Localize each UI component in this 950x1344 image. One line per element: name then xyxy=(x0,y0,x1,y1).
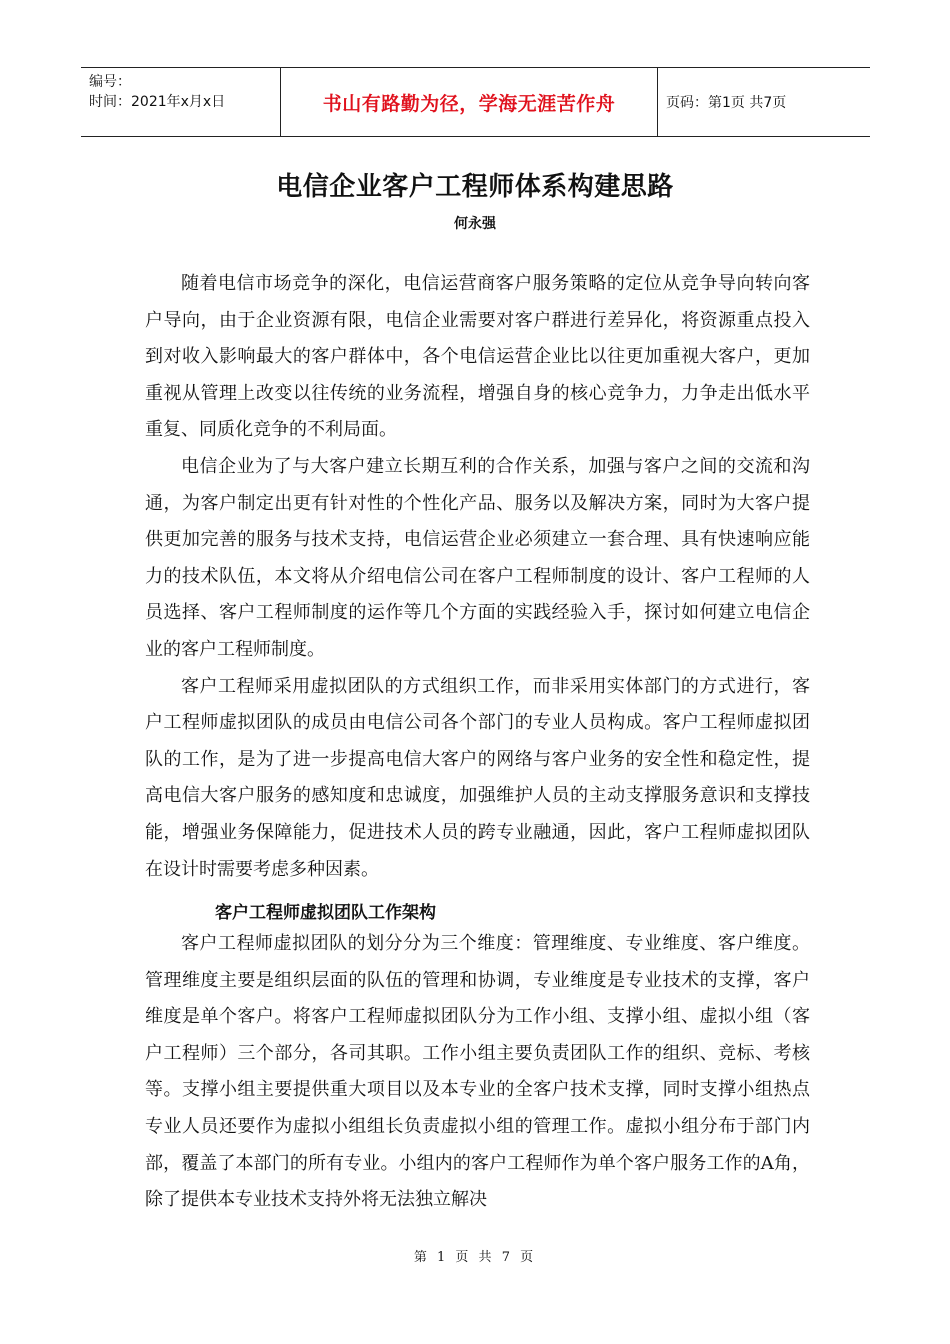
paragraph: 随着电信市场竞争的深化，电信运营商客户服务策略的定位从竞争导向转向客户导向，由于企业资源有限，电信企业需要对客户群进行差异化，将资源重点投入到对收入影响最大的客户群体中，各个电信运营企业比以往更加重视大客户，更加重视从管理上改变以往传统的业务流程，增强自身的核心竞争力，力争走出低水平重复、同质化竞争的不利局面。 xyxy=(145,273,810,441)
motto-text: 书山有路勤为径，学海无涯苦作舟 xyxy=(322,92,616,115)
paragraph: 客户工程师虚拟团队的划分分为三个维度：管理维度、专业维度、客户维度。管理维度主要是组织层面的队伍的管理和协调，专业维度是专业技术的支撑，客户维度是单个客户。将客户工程师虚拟团队分为工作小组、支撑小组、虚拟小组（客户工程师）三个部分，各司其职。工作小组主要负责团队工作的组织、竞标、考核等。支撑小组主要提供重大项目以及本专业的全客户技术支撑，同时支撑小组热点专业人员还要作为虚拟小组组长负责虚拟小组的管理工作。虚拟小组分布于部门内部，覆盖了本部门的所有专业。小组内的客户工程师作为单个客户服务工作的A角，除了提供本专业技术支持外将无法独立解决 xyxy=(145,933,810,1211)
time-label: 时间：2021年x月x日 xyxy=(89,94,226,110)
document-title: 电信企业客户工程师体系构建思路 xyxy=(276,172,674,202)
paragraph: 客户工程师采用虚拟团队的方式组织工作，而非采用实体部门的方式进行，客户工程师虚拟团队的成员由电信公司各个部门的专业人员构成。客户工程师虚拟团队的工作，是为了进一步提高电信大客户的网络与客户业务的安全性和稳定性，提高电信大客户服务的感知度和忠诚度，加强维护人员的主动支撑服务意识和支撑技能，增强业务保障能力，促进技术人员的跨专业融通，因此，客户工程师虚拟团队在设计时需要考虑多种因素。 xyxy=(145,675,810,880)
header-motto-cell xyxy=(281,68,658,136)
header-meta-cell xyxy=(81,68,281,136)
body-section-2 xyxy=(145,926,810,1219)
page-footer: 第 1 页 共 7 页 xyxy=(413,1250,537,1265)
document-author: 何永强 xyxy=(454,216,496,232)
section-heading: 客户工程师虚拟团队工作架构 xyxy=(215,903,436,923)
paragraph: 电信企业为了与大客户建立长期互利的合作关系，加强与客户之间的交流和沟通，为客户制定出更有针对性的个性化产品、服务以及解决方案，同时为大客户提供更加完善的服务与技术支持，电信运营企业必须建立一套合理、具有快速响应能力的技术队伍，本文将从介绍电信公司在客户工程师制度的设计、客户工程师的人员选择、客户工程师制度的运作等几个方面的实践经验入手，探讨如何建立电信企业的客户工程师制度。 xyxy=(145,455,810,660)
body-section-1 xyxy=(145,266,810,888)
number-label: 编号： xyxy=(89,74,131,90)
header-table xyxy=(81,67,870,137)
header-page-cell xyxy=(658,68,870,136)
page-info: 页码：第1页 共7页 xyxy=(666,95,787,111)
